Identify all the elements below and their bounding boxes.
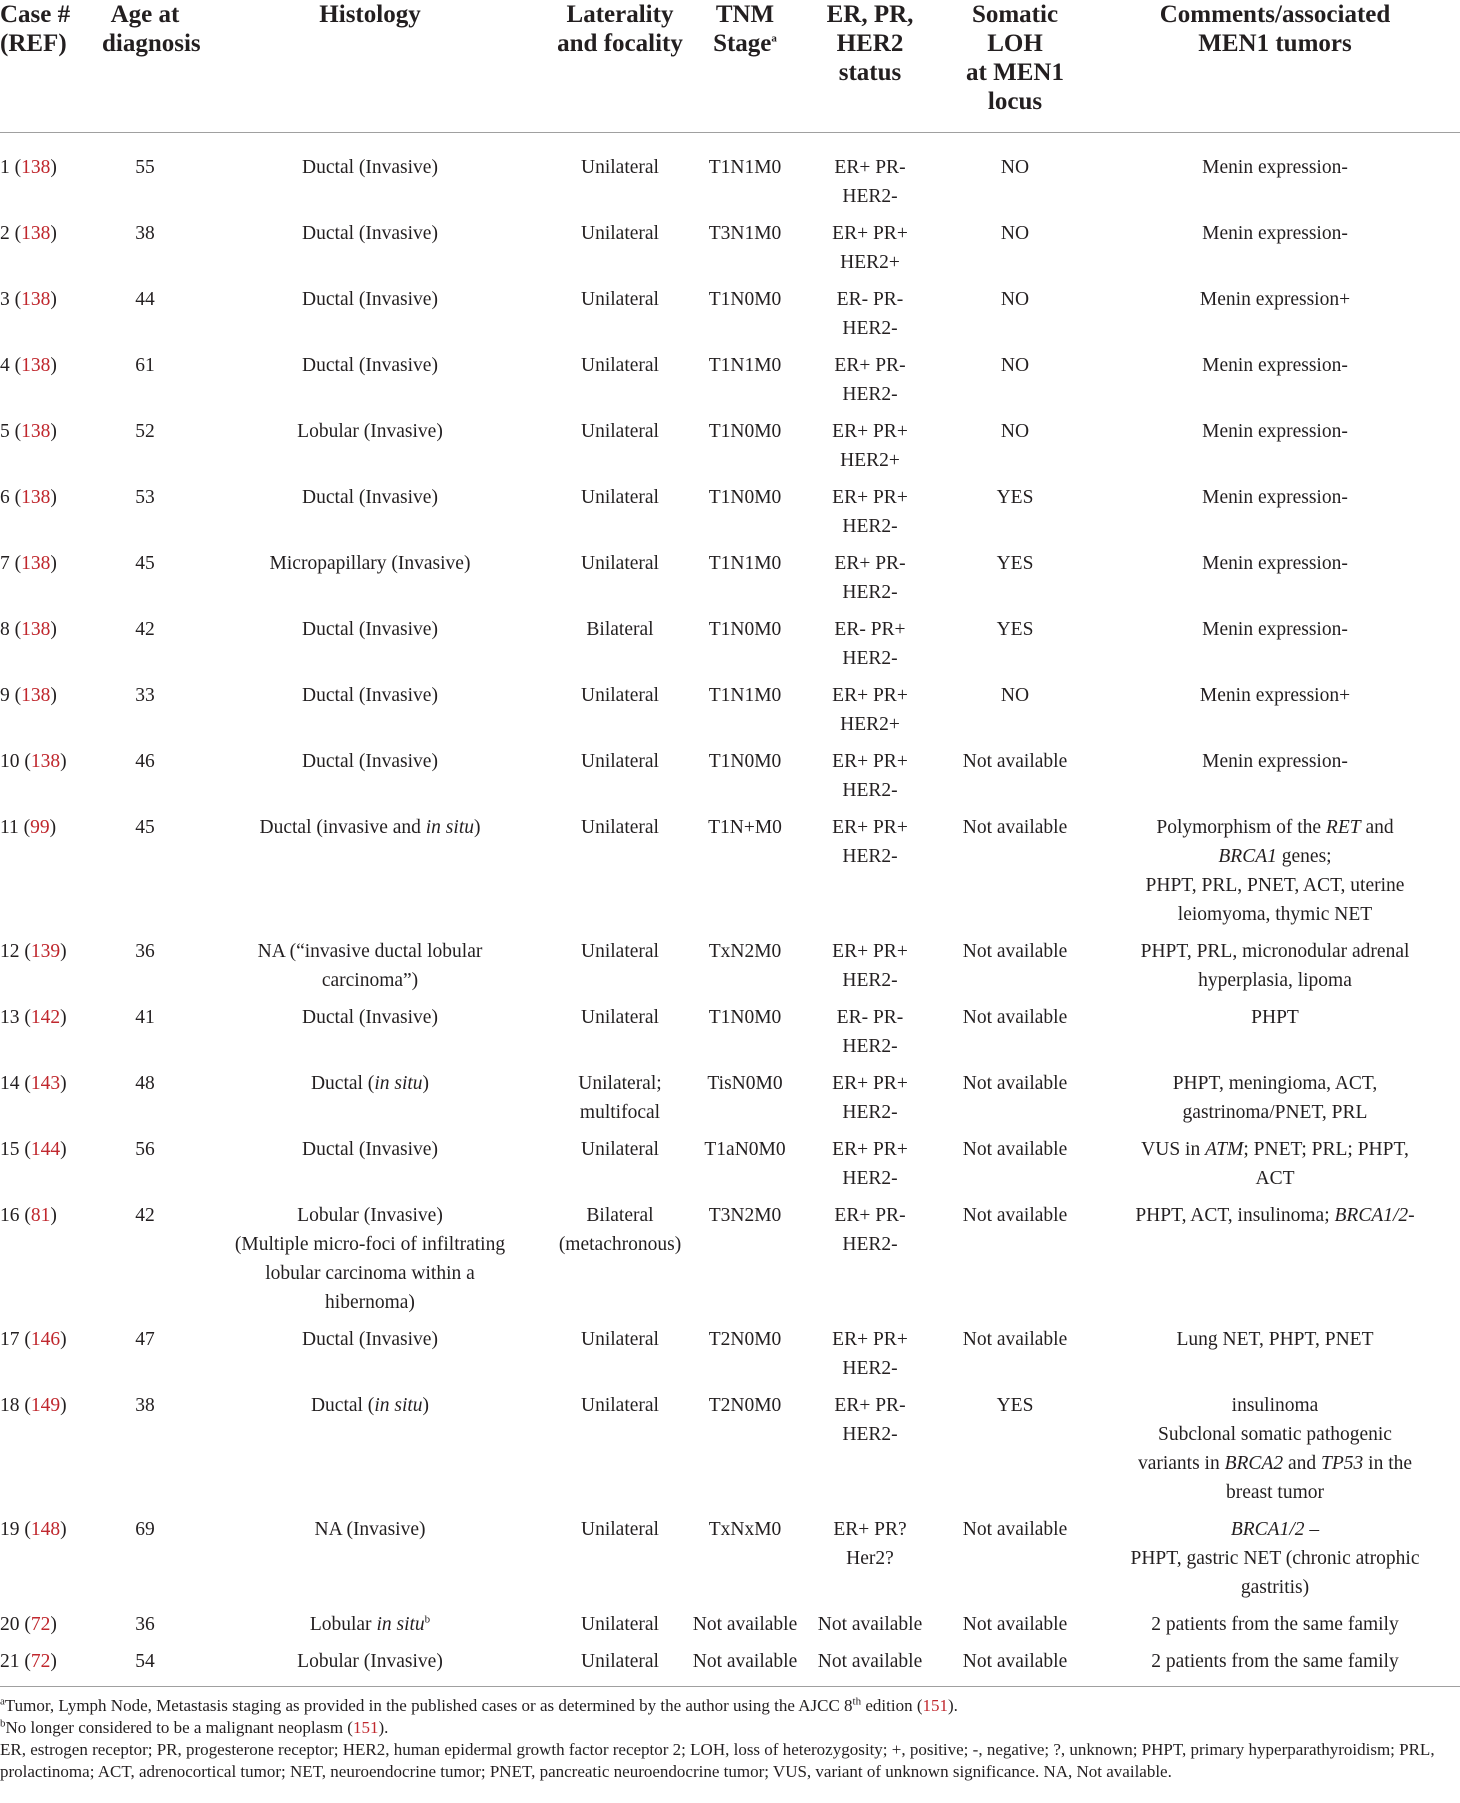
comments-cell: insulinoma Subclonal somatic pathogenic variants in BRCA2 and TP53 in the breast tumor: [1137, 1395, 1413, 1503]
case-paren: ): [50, 1614, 57, 1635]
reference-link[interactable]: 138: [21, 289, 51, 310]
case-paren: ): [60, 1007, 67, 1028]
header-loh-line: Somatic LOH: [971, 1, 1059, 57]
loh-cell: Not available: [962, 1139, 1068, 1160]
age-cell: 42: [135, 619, 155, 640]
table-row: [0, 743, 1460, 809]
age-cell: 48: [135, 1073, 155, 1094]
comments-cell: PHPT, meningioma, ACT, gastrinoma/PNET, PRL: [1172, 1073, 1378, 1123]
case-cell: [0, 611, 100, 677]
case-number: 13 (: [0, 1007, 31, 1028]
header-age-line: Age at: [110, 1, 180, 28]
histology-cell: NA (Invasive): [314, 1519, 426, 1540]
footnote-b-ref-link[interactable]: 151: [352, 1718, 379, 1737]
loh-cell: NO: [1000, 157, 1030, 178]
case-paren: ): [60, 1519, 67, 1540]
loh-cell: Not available: [962, 1651, 1068, 1672]
loh-cell: Not available: [962, 1329, 1068, 1350]
reference-link[interactable]: 138: [21, 223, 51, 244]
age-cell: 47: [135, 1329, 155, 1350]
tnm-cell: Not available: [692, 1614, 798, 1635]
loh-cell: Not available: [962, 1614, 1068, 1635]
case-paren: ): [50, 223, 57, 244]
tnm-cell: TisN0M0: [707, 1073, 783, 1094]
age-cell: 46: [135, 751, 155, 772]
header-receptors-line: HER2: [836, 30, 904, 57]
case-number: 6 (: [0, 487, 22, 508]
case-paren: ): [49, 817, 57, 838]
case-cell: [0, 1065, 100, 1131]
case-number: 18 (: [0, 1395, 31, 1416]
reference-link[interactable]: 138: [21, 685, 51, 706]
case-cell: [0, 133, 100, 216]
receptor-status-cell: ER+ PR+ HER2+: [832, 421, 908, 471]
header-case: [0, 0, 100, 133]
laterality-cell: Unilateral: [581, 1519, 659, 1540]
receptor-status-cell: ER+ PR+ HER2-: [832, 1073, 908, 1123]
table-body: [0, 133, 1460, 1687]
footnote-b-text: No longer considered to be a malignant neoplasm (: [5, 1718, 353, 1737]
reference-link[interactable]: 138: [21, 421, 51, 442]
footnote-b: [0, 1717, 1460, 1739]
case-paren: ): [60, 1395, 67, 1416]
header-age-line: diagnosis: [102, 30, 201, 57]
table-row: [0, 1511, 1460, 1606]
reference-link[interactable]: 72: [30, 1651, 51, 1672]
case-number: 4 (: [0, 355, 22, 376]
table-row: [0, 611, 1460, 677]
receptor-status-cell: ER+ PR+ HER2+: [832, 223, 908, 273]
tnm-cell: T1N0M0: [708, 289, 782, 310]
tnm-cell: T2N0M0: [708, 1395, 782, 1416]
case-cell: [0, 743, 100, 809]
loh-cell: NO: [1000, 223, 1030, 244]
table-row: [0, 1321, 1460, 1387]
header-loh-line: at MEN1: [966, 59, 1064, 86]
histology-cell: Ductal (Invasive): [302, 619, 438, 640]
laterality-cell: Unilateral: [581, 421, 659, 442]
reference-link[interactable]: 143: [30, 1073, 61, 1094]
table-header: [0, 0, 1460, 133]
footnote-a-text-mid: edition (: [861, 1696, 923, 1715]
loh-cell: NO: [1000, 289, 1030, 310]
reference-link[interactable]: 139: [30, 941, 61, 962]
case-number: 9 (: [0, 685, 22, 706]
case-number: 16 (: [0, 1205, 31, 1226]
laterality-cell: Unilateral: [581, 1139, 659, 1160]
case-paren: ): [50, 355, 57, 376]
age-cell: 36: [135, 1614, 155, 1635]
footnote-a-text-end: ).: [948, 1696, 958, 1715]
table-row: [0, 133, 1460, 216]
reference-link[interactable]: 99: [30, 817, 50, 838]
header-tnm-line: TNM: [715, 1, 775, 28]
comments-cell: Menin expression+: [1199, 685, 1351, 706]
reference-link[interactable]: 138: [21, 355, 51, 376]
loh-cell: Not available: [962, 1519, 1068, 1540]
receptor-status-cell: ER+ PR+ HER2-: [832, 817, 908, 867]
case-cell: [0, 413, 100, 479]
case-paren: ): [50, 421, 57, 442]
tnm-footnote-mark: a: [771, 32, 777, 45]
abbreviations-note: ER, estrogen receptor; PR, progesterone receptor; HER2, human epidermal growth factor receptor 2; LOH, loss of heterozygosity; +, positive; -, negative; ?, unknown; PHPT, primary hyperparathyroidism; PRL, prolactinoma; ACT, adrenocortical tumor; NET, neuroendocrine tumor; PNET, pancreatic neuroendocrine tumor; VUS, variant of unknown significance. NA, Not available.: [0, 1740, 1435, 1781]
age-cell: 42: [135, 1205, 155, 1226]
age-cell: 61: [135, 355, 155, 376]
histology-cell: Lobular in situ$^b$: [309, 1613, 431, 1635]
laterality-cell: Unilateral: [581, 487, 659, 508]
header-case-line: Case #: [0, 1, 71, 28]
footnote-a-sup: th: [852, 1695, 862, 1708]
tnm-cell: T2N0M0: [708, 1329, 782, 1350]
header-receptors-line: status: [838, 59, 902, 86]
loh-cell: NO: [1000, 685, 1030, 706]
comments-cell: Menin expression-: [1202, 619, 1348, 640]
loh-cell: Not available: [962, 1205, 1068, 1226]
case-number: 10 (: [0, 751, 31, 772]
age-cell: 54: [135, 1651, 155, 1672]
tnm-cell: T1N0M0: [708, 421, 782, 442]
case-cell: [0, 1321, 100, 1387]
table-row: [0, 1065, 1460, 1131]
case-number: 5 (: [0, 421, 22, 442]
case-paren: ): [50, 553, 57, 574]
age-cell: 45: [135, 553, 155, 574]
laterality-cell: Unilateral: [581, 289, 659, 310]
table-row: [0, 677, 1460, 743]
receptor-status-cell: ER- PR- HER2-: [836, 289, 904, 339]
receptor-status-cell: ER+ PR+ HER2-: [832, 941, 908, 991]
laterality-cell: Bilateral (metachronous): [558, 1205, 682, 1255]
case-cell: [0, 1511, 100, 1606]
loh-cell: Not available: [962, 941, 1068, 962]
reference-link[interactable]: 72: [30, 1614, 51, 1635]
case-number: 11 (: [0, 817, 31, 838]
footnote-b-text-end: ).: [378, 1718, 389, 1737]
tnm-cell: T1N0M0: [708, 487, 782, 508]
reference-link[interactable]: 138: [30, 751, 61, 772]
comments-cell: PHPT, ACT, insulinoma; BRCA1/2-: [1135, 1205, 1415, 1226]
tnm-cell: T1N+M0: [708, 817, 782, 838]
comments-cell: VUS in ATM; PNET; PRL; PHPT, ACT: [1141, 1139, 1409, 1189]
age-cell: 44: [135, 289, 155, 310]
receptor-status-cell: ER- PR- HER2-: [836, 1007, 904, 1057]
reference-link[interactable]: 138: [21, 487, 51, 508]
case-paren: ): [50, 1205, 57, 1226]
receptor-status-cell: ER+ PR+ HER2+: [832, 685, 908, 735]
loh-cell: YES: [996, 619, 1034, 640]
histology-cell: Ductal (Invasive): [302, 223, 438, 244]
case-paren: ): [60, 941, 67, 962]
tnm-cell: TxN2M0: [708, 941, 782, 962]
tnm-cell: T1aN0M0: [704, 1139, 786, 1160]
case-cell: [0, 479, 100, 545]
reference-link[interactable]: 144: [30, 1139, 61, 1160]
receptor-status-cell: Not available: [817, 1651, 923, 1672]
reference-link[interactable]: 148: [30, 1519, 61, 1540]
receptor-status-cell: ER- PR+ HER2-: [834, 619, 906, 669]
case-number: 17 (: [0, 1329, 31, 1350]
case-cell: [0, 1131, 100, 1197]
loh-cell: Not available: [962, 751, 1068, 772]
laterality-cell: Unilateral: [581, 1395, 659, 1416]
age-cell: 55: [135, 157, 155, 178]
case-cell: [0, 281, 100, 347]
reference-link[interactable]: 138: [21, 619, 51, 640]
histology-cell: Ductal (Invasive): [302, 685, 438, 706]
histology-cell: Ductal (Invasive): [302, 1139, 438, 1160]
age-cell: 38: [135, 1395, 155, 1416]
comments-cell: Menin expression+: [1199, 289, 1351, 310]
laterality-cell: Unilateral: [581, 1651, 659, 1672]
case-number: 2 (: [0, 223, 22, 244]
loh-cell: YES: [996, 1395, 1034, 1416]
comments-cell: Menin expression-: [1202, 751, 1348, 772]
table-row: [0, 1606, 1460, 1643]
reference-link[interactable]: 142: [30, 1007, 61, 1028]
laterality-cell: Unilateral: [581, 685, 659, 706]
receptor-status-cell: Not available: [817, 1614, 923, 1635]
case-paren: ): [60, 1139, 67, 1160]
laterality-cell: Unilateral: [581, 223, 659, 244]
age-cell: 36: [135, 941, 155, 962]
age-cell: 33: [135, 685, 155, 706]
comments-cell: Menin expression-: [1202, 487, 1348, 508]
histology-cell: Lobular (Invasive) (Multiple micro-foci of infiltrating lobular carcinoma within a hibernoma): [234, 1205, 506, 1313]
reference-link[interactable]: 146: [30, 1329, 61, 1350]
age-cell: 56: [135, 1139, 155, 1160]
case-paren: ): [50, 289, 57, 310]
histology-cell: Ductal (Invasive): [302, 751, 438, 772]
table-row: [0, 413, 1460, 479]
case-cell: [0, 1197, 100, 1321]
case-number: 20 (: [0, 1614, 31, 1635]
case-number: 12 (: [0, 941, 31, 962]
table-row: [0, 1131, 1460, 1197]
histology-cell: Lobular (Invasive): [297, 421, 443, 442]
table-row: [0, 347, 1460, 413]
table-row: [0, 1197, 1460, 1321]
reference-link[interactable]: 149: [30, 1395, 61, 1416]
reference-link[interactable]: 138: [21, 553, 51, 574]
case-number: 15 (: [0, 1139, 31, 1160]
age-cell: 69: [135, 1519, 155, 1540]
tnm-cell: TxNxM0: [708, 1519, 782, 1540]
laterality-cell: Bilateral: [586, 619, 654, 640]
table-row: [0, 281, 1460, 347]
header-comments-line: MEN1 tumors: [1198, 30, 1352, 57]
case-cell: [0, 347, 100, 413]
tnm-cell: T3N2M0: [708, 1205, 782, 1226]
histology-cell: Micropapillary (Invasive): [269, 553, 471, 574]
header-loh: [940, 0, 1090, 133]
tnm-cell: T1N0M0: [708, 751, 782, 772]
loh-cell: Not available: [962, 1073, 1068, 1094]
footnote-a-mark: a: [0, 1695, 5, 1708]
case-cell: [0, 999, 100, 1065]
histology-cell: Ductal (Invasive): [302, 1007, 438, 1028]
comments-cell: Menin expression-: [1202, 223, 1348, 244]
receptor-status-cell: ER+ PR+ HER2-: [832, 1139, 908, 1189]
histology-cell: Ductal (in situ): [310, 1395, 430, 1416]
header-loh-line: locus: [987, 88, 1043, 115]
loh-cell: Not available: [962, 1007, 1068, 1028]
case-paren: ): [50, 685, 57, 706]
comments-cell: 2 patients from the same family: [1151, 1614, 1399, 1635]
table-row: [0, 1387, 1460, 1511]
tnm-cell: T1N1M0: [708, 157, 782, 178]
histology-cell: Ductal (invasive and in situ): [259, 817, 481, 838]
case-number: 19 (: [0, 1519, 31, 1540]
case-paren: ): [50, 487, 57, 508]
histology-cell: Ductal (Invasive): [302, 355, 438, 376]
header-case-line: (REF): [0, 30, 67, 57]
laterality-cell: Unilateral: [581, 1614, 659, 1635]
case-paren: ): [50, 157, 57, 178]
histology-cell: Ductal (Invasive): [302, 1329, 438, 1350]
age-cell: 38: [135, 223, 155, 244]
laterality-cell: Unilateral: [581, 817, 659, 838]
table-row: [0, 479, 1460, 545]
receptor-status-cell: ER+ PR- HER2-: [834, 553, 906, 603]
comments-cell: Lung NET, PHPT, PNET: [1176, 1329, 1374, 1350]
comments-cell: Menin expression-: [1202, 157, 1348, 178]
comments-cell: PHPT, PRL, micronodular adrenal hyperplasia, lipoma: [1140, 941, 1410, 991]
reference-link[interactable]: 138: [21, 157, 51, 178]
case-paren: ): [50, 619, 57, 640]
receptor-status-cell: ER+ PR- HER2-: [834, 157, 906, 207]
case-cell: [0, 1643, 100, 1687]
laterality-cell: Unilateral: [581, 553, 659, 574]
table-row: [0, 215, 1460, 281]
tnm-cell: T1N0M0: [708, 619, 782, 640]
receptor-status-cell: ER+ PR- HER2-: [834, 1395, 906, 1445]
case-number: 14 (: [0, 1073, 31, 1094]
header-laterality-line: and focality: [557, 30, 683, 57]
case-paren: ): [60, 1073, 67, 1094]
header-tnm-line: Stage$^a$: [713, 30, 777, 57]
histology-cell: Lobular (Invasive): [297, 1651, 443, 1672]
reference-link[interactable]: 81: [30, 1205, 51, 1226]
header-receptors: [800, 0, 940, 133]
receptor-status-cell: ER+ PR+ HER2-: [832, 751, 908, 801]
table-footnotes: [0, 1687, 1460, 1783]
laterality-cell: Unilateral: [581, 751, 659, 772]
receptor-status-cell: ER+ PR- HER2-: [834, 1205, 906, 1255]
footnote-a-ref-link[interactable]: 151: [922, 1696, 948, 1715]
loh-cell: Not available: [962, 817, 1068, 838]
loh-cell: NO: [1000, 355, 1030, 376]
tnm-cell: T1N1M0: [708, 685, 782, 706]
histology-cell: Ductal (Invasive): [302, 487, 438, 508]
case-paren: ): [50, 1651, 57, 1672]
case-cell: [0, 1606, 100, 1643]
age-cell: 41: [135, 1007, 155, 1028]
laterality-cell: Unilateral: [581, 157, 659, 178]
histology-cell: Ductal (in situ): [310, 1073, 430, 1094]
histology-cell: NA (“invasive ductal lobular carcinoma”): [257, 941, 483, 991]
table-row: [0, 809, 1460, 933]
histology-cell: Ductal (Invasive): [302, 289, 438, 310]
table-row: [0, 999, 1460, 1065]
case-number: 1 (: [0, 157, 22, 178]
comments-cell: BRCA1/2 – PHPT, gastric NET (chronic atrophic gastritis): [1130, 1519, 1420, 1598]
laterality-cell: Unilateral: [581, 355, 659, 376]
comments-cell: Polymorphism of the RET and BRCA1 genes; PHPT, PRL, PNET, ACT, uterine leiomyoma, thymic NET: [1145, 817, 1405, 925]
case-cell: [0, 545, 100, 611]
case-number: 3 (: [0, 289, 22, 310]
loh-cell: NO: [1000, 421, 1030, 442]
comments-cell: Menin expression-: [1202, 421, 1348, 442]
comments-cell: Menin expression-: [1202, 553, 1348, 574]
header-receptors-line: ER, PR,: [826, 1, 914, 28]
laterality-cell: Unilateral: [581, 941, 659, 962]
table-row: [0, 545, 1460, 611]
tnm-cell: Not available: [692, 1651, 798, 1672]
case-paren: ): [60, 751, 67, 772]
receptor-status-cell: ER+ PR- HER2-: [834, 355, 906, 405]
age-cell: 45: [135, 817, 155, 838]
comments-cell: PHPT: [1251, 1007, 1299, 1028]
case-number: 8 (: [0, 619, 22, 640]
header-comments-line: Comments/associated: [1159, 1, 1391, 28]
loh-cell: YES: [996, 487, 1034, 508]
case-cell: [0, 1387, 100, 1511]
age-cell: 52: [135, 421, 155, 442]
footnote-a-text: Tumor, Lymph Node, Metastasis staging as provided in the published cases or as determined by the author using the AJCC 8: [4, 1696, 853, 1715]
laterality-cell: Unilateral; multifocal: [578, 1073, 662, 1123]
table-row: [0, 933, 1460, 999]
case-number: 21 (: [0, 1651, 31, 1672]
header-age: [100, 0, 201, 133]
case-cell: [0, 933, 100, 999]
receptor-status-cell: ER+ PR+ HER2-: [832, 1329, 908, 1379]
header-tnm: [690, 0, 800, 133]
footnote-b-mark: b: [0, 1717, 6, 1730]
histology-cell: Ductal (Invasive): [302, 157, 438, 178]
receptor-status-cell: ER+ PR? Her2?: [833, 1519, 907, 1569]
tnm-cell: T1N1M0: [708, 553, 782, 574]
loh-cell: YES: [996, 553, 1034, 574]
laterality-cell: Unilateral: [581, 1329, 659, 1350]
header-laterality: [550, 0, 690, 133]
age-cell: 53: [135, 487, 155, 508]
laterality-cell: Unilateral: [581, 1007, 659, 1028]
footnote-a: [0, 1695, 1460, 1717]
case-number: 7 (: [0, 553, 22, 574]
case-cell: [0, 215, 100, 281]
header-histology: [190, 0, 550, 133]
comments-cell: 2 patients from the same family: [1151, 1651, 1399, 1672]
header-laterality-line: Laterality: [566, 1, 674, 28]
header-comments: [1090, 0, 1460, 133]
tnm-cell: T1N1M0: [708, 355, 782, 376]
tnm-cell: T1N0M0: [708, 1007, 782, 1028]
receptor-status-cell: ER+ PR+ HER2-: [832, 487, 908, 537]
comments-cell: Menin expression-: [1202, 355, 1348, 376]
case-cell: [0, 677, 100, 743]
case-paren: ): [60, 1329, 67, 1350]
case-cell: [0, 809, 100, 933]
tnm-cell: T3N1M0: [708, 223, 782, 244]
header-histology-line: Histology: [319, 1, 421, 28]
table-row: [0, 1643, 1460, 1687]
